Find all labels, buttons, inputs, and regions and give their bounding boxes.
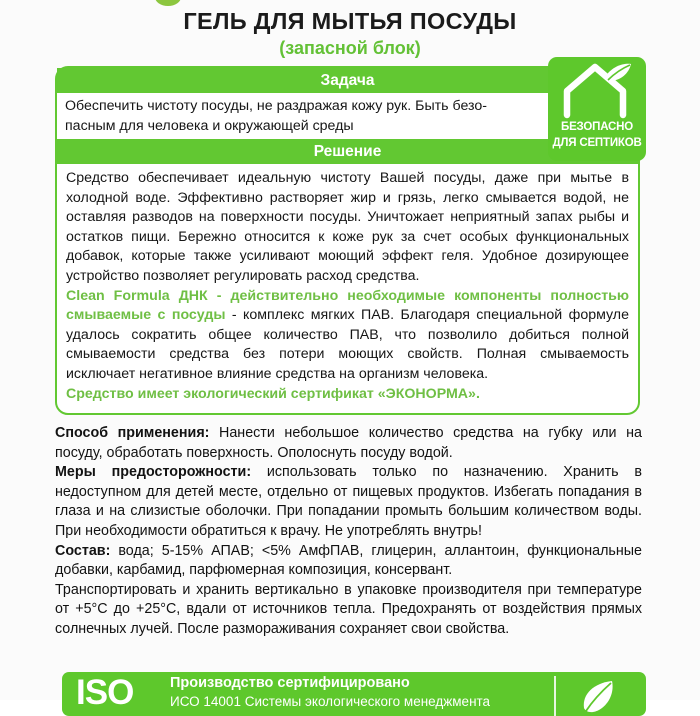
clean-formula-highlight: Clean Formula ДНК - действительно необходимые компоненты полностью смываемые с посуды [66,287,629,324]
septic-badge-line-1: БЕЗОПАСНО [561,121,633,133]
page-subtitle: (запасной блок) [279,38,421,58]
instructions-block [55,424,642,640]
eco-certificate-line: Средство имеет экологический сертификат «ЭКОНОРМА». [66,385,480,402]
septic-badge-line-2: ДЛЯ СЕПТИКОВ [552,137,642,149]
iso-divider [554,676,556,716]
task-text-line-2: пасным для человека и окружающей среды [65,117,354,134]
storage-paragraph: Транспортировать и хранить вертикально в упаковке производителя при температуре от +5°C до +25°C, вдали от источников тепла. Предохранять от воздействия прямых солнечных лучей. После размораживания сохраняет свои свойства. [55,581,642,637]
usage-paragraph [55,424,642,463]
task-text-line-1: Обеспечить чистоту посуды, не раздражая кожу рук. Быть безо- [65,98,487,114]
composition-text: вода; 5-15% АПАВ; <5% АмфПАВ, глицерин, аллантоин, функциональные добавки, карбамид, парфюмерная композиция, консервант. [55,542,642,579]
clean-formula-rest: - комплекс мягких ПАВ. Благодаря специальной формуле удалось сократить общее количество ПАВ, что позволило добиться полной смываемости средства без потери моющих свойств. Полная смываемость исключает негативное влияние средства на организм человека. [66,307,629,382]
iso-line-2: ИСО 14001 Системы экологического менеджмента [170,694,491,709]
composition-label: Состав: [55,542,111,559]
iso-line-1: Производство сертифицировано [170,675,410,691]
septic-safe-badge [548,57,646,161]
leaf-icon [578,678,618,716]
solution-heading: Решение [57,139,638,164]
precautions-label: Меры предосторожности: [55,464,252,481]
clean-formula-paragraph [66,287,629,385]
precautions-text: использовать только по назначению. Хранить в недоступном для детей месте, отдельно от пищевых продуктов. Избегать попадания в глаза и на слизистые оболочки. При попадании промыть большим количеством воды. При необходимости обратиться к врачу. Не употреблять внутрь! [55,464,642,539]
usage-text: Нанести небольшое количество средства на губку или на посуду, обработать поверхность. Ополоснуть посуду водой. [55,425,642,461]
iso-certification-bar [62,672,646,716]
solution-text [57,164,638,408]
solution-paragraph: Средство обеспечивает идеальную чистоту Вашей посуды, даже при мытье в холодной воде. Эффективно растворяет жир и грязь, легко смывается водой, не оставляя разводов на поверхности посуды. Уничтожает неприятный запах рыбы и остатков пищи. Бережно относится к коже рук за счет особых функциональных добавок, которые также усиливают моющий эффект геля. Удобное дозирующее устройство позволяет регулировать расход средства. [66,170,629,284]
brand-logo-sliver-icon [155,0,181,6]
usage-label: Способ применения: [55,425,210,441]
house-with-leaf-icon [561,61,633,117]
page-title: ГЕЛЬ ДЛЯ МЫТЬЯ ПОСУДЫ [183,8,517,34]
precautions-paragraph [55,463,642,541]
iso-logo-text: ISO [76,673,134,712]
task-heading: Задача [57,68,638,93]
composition-paragraph [55,542,642,581]
